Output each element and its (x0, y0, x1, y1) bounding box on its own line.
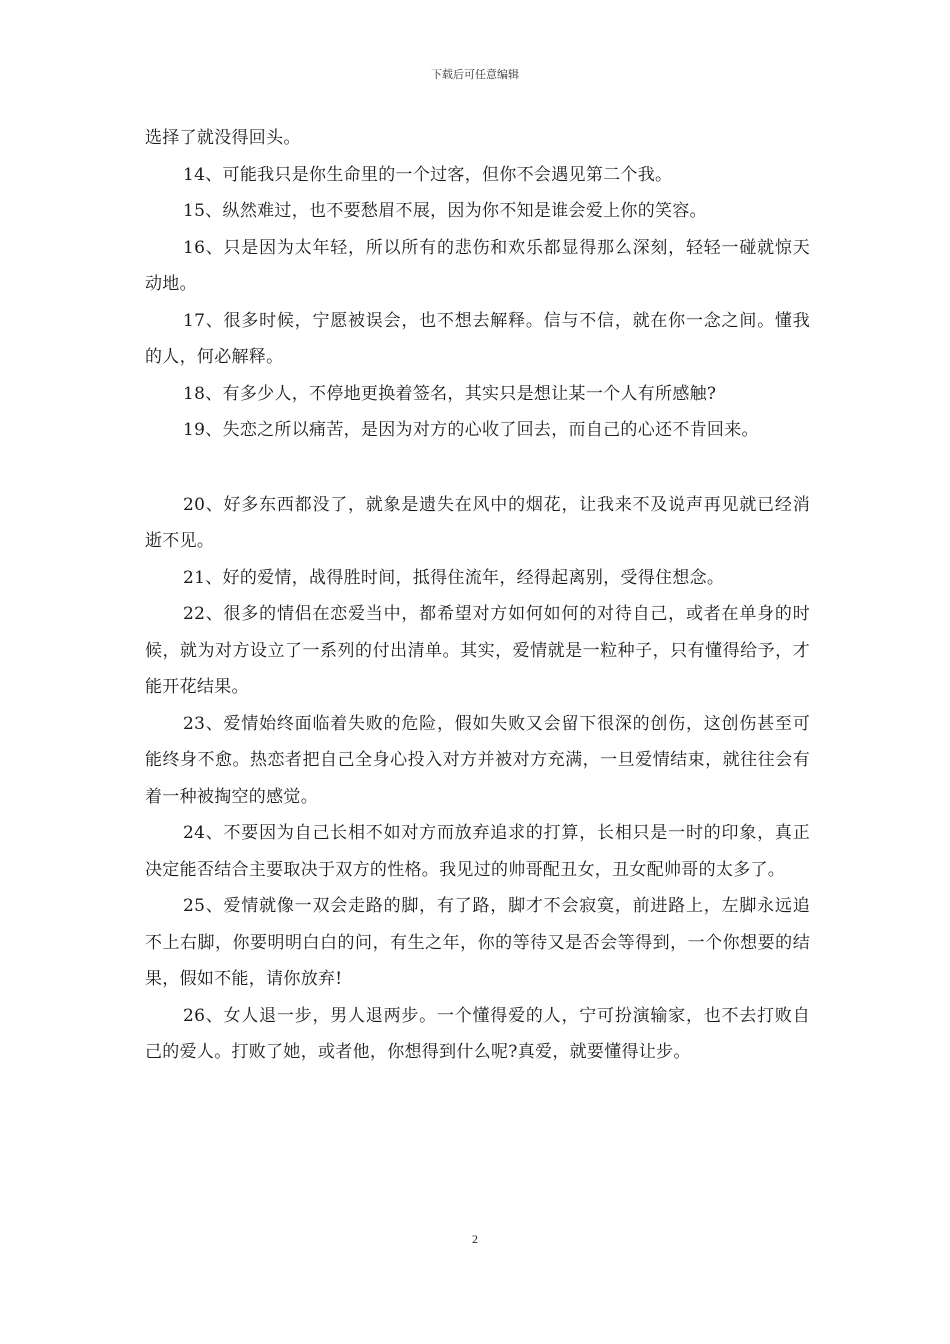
paragraph-18: 18、有多少人，不停地更换着签名，其实只是想让某一个人有所感触? (183, 383, 717, 404)
paragraph-19: 19、失恋之所以痛苦，是因为对方的心收了回去，而自己的心还不肯回来。 (183, 420, 759, 440)
paragraph-14: 14、可能我只是你生命里的一个过客，但你不会遇见第二个我。 (183, 164, 673, 185)
paragraph-16: 16、只是因为太年轻，所以所有的悲伤和欢乐都显得那么深刻，轻轻一碰就惊天动地。 (145, 237, 810, 294)
paragraph-20: 20、好多东西都没了，就象是遗失在风中的烟花，让我来不及说声再见就已经消逝不见。 (145, 494, 810, 551)
paragraph-continuation: 选择了就没得回头。 (145, 128, 301, 148)
paragraph-26: 26、女人退一步，男人退两步。一个懂得爱的人，宁可扮演输家，也不去打败自己的爱人。打败了她，或者他，你想得到什么呢?真爱，就要懂得让步。 (145, 1005, 810, 1062)
paragraph-25: 25、爱情就像一双会走路的脚，有了路，脚才不会寂寞，前进路上，左脚永远追不上右脚，你要明明白白的问，有生之年，你的等待又是否会等得到，一个你想要的结果，假如不能，请你放弃! (145, 896, 810, 989)
page-number: 2 (472, 1232, 478, 1246)
document-body (145, 120, 810, 1071)
page-header: 下载后可任意编辑 (431, 68, 519, 81)
blank-line (145, 449, 810, 487)
paragraph-17: 17、很多时候，宁愿被误会，也不想去解释。信与不信，就在你一念之间。懂我的人，何必解释。 (145, 310, 810, 367)
paragraph-15: 15、纵然难过，也不要愁眉不展，因为你不知是谁会爱上你的笑容。 (183, 201, 707, 221)
paragraph-21: 21、好的爱情，战得胜时间，抵得住流年，经得起离别，受得住想念。 (183, 567, 725, 588)
paragraph-24: 24、不要因为自己长相不如对方而放弃追求的打算，长相只是一时的印象，真正决定能否结合主要取决于双方的性格。我见过的帅哥配丑女，丑女配帅哥的太多了。 (145, 823, 810, 880)
paragraph-23: 23、爱情始终面临着失败的危险，假如失败又会留下很深的创伤，这创伤甚至可能终身不愈。热恋者把自己全身心投入对方并被对方充满，一旦爱情结束，就往往会有着一种被掏空的感觉。 (145, 713, 810, 807)
paragraph-22: 22、很多的情侣在恋爱当中，都希望对方如何如何的对待自己，或者在单身的时候，就为对方设立了一系列的付出清单。其实，爱情就是一粒种子，只有懂得给予，才能开花结果。 (145, 604, 810, 697)
